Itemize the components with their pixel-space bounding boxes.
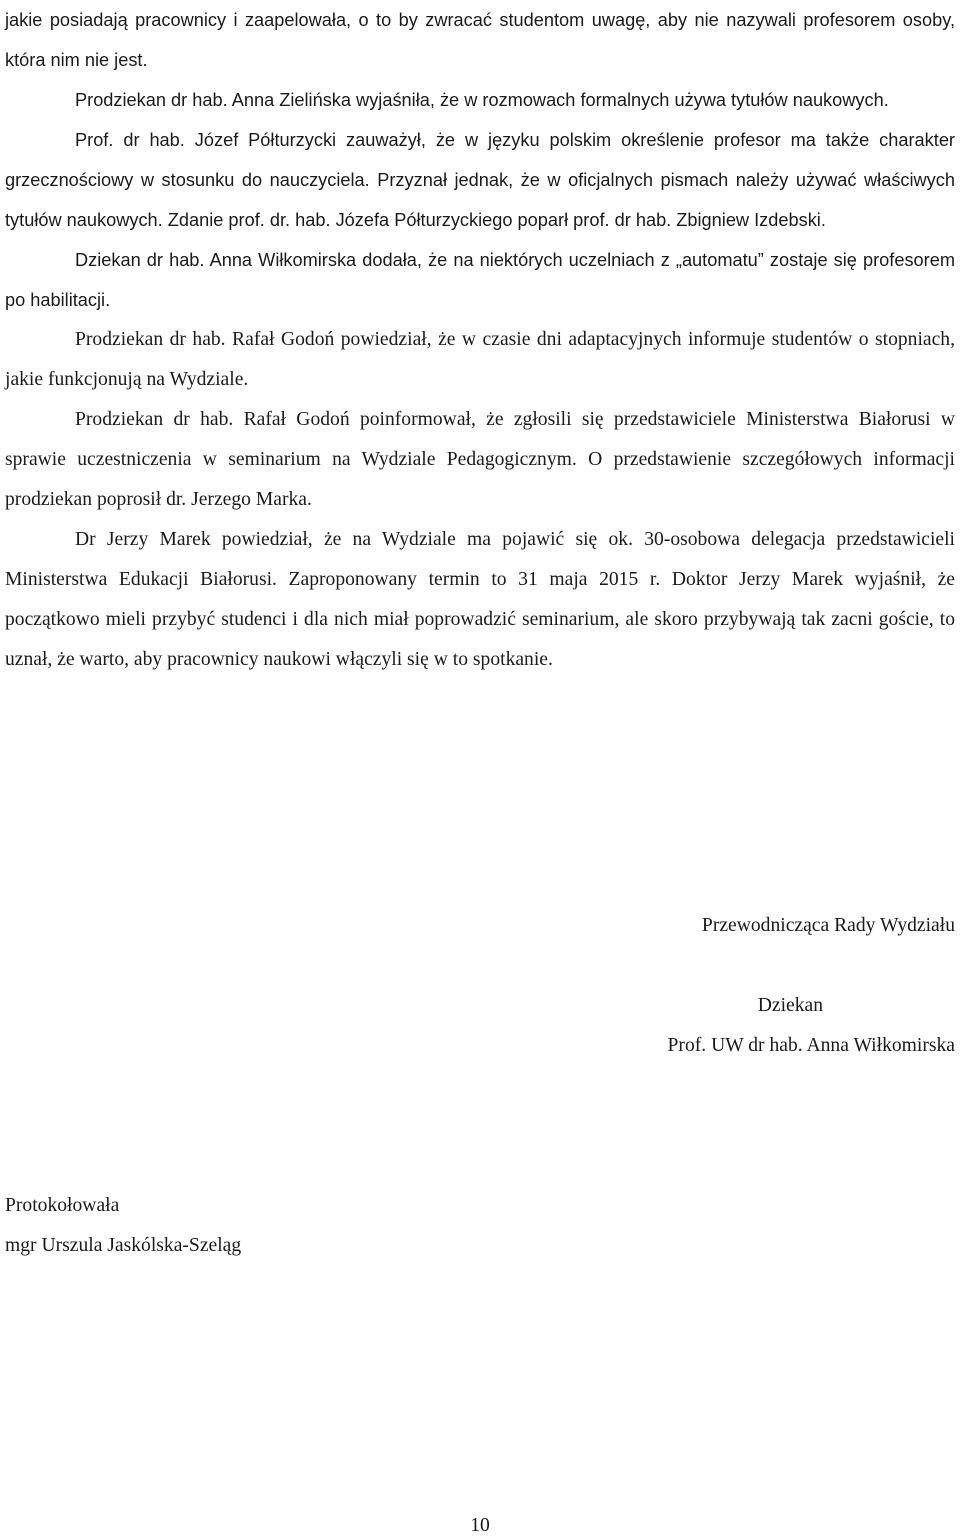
paragraph-3 [5, 120, 955, 240]
paragraph-4 [5, 240, 955, 320]
recorder-name: mgr Urszula Jaskólska-Szeląg [5, 1235, 242, 1256]
paragraph-6-text: Prodziekan dr hab. Rafał Godoń poinformował, że zgłosili się przedstawiciele Ministerstwa Białorusi w sprawie uczestniczenia w seminarium na Wydziale Pedagogicznym. O przedstawienie szczegółowych informacji prodziekan poprosił dr. Jerzego Marka. [5, 409, 955, 510]
chair-title: Przewodnicząca Rady Wydziału [701, 915, 955, 936]
paragraph-4-text: Dziekan dr hab. Anna Wiłkomirska dodała, że na niektórych uczelniach z „automatu” zostaje się profesorem po habilitacji. [5, 250, 955, 310]
paragraph-1-text: jakie posiadają pracownicy i zaapelowała, o to by zwracać studentom uwagę, aby nie nazywali profesorem osoby, która nim nie jest. [5, 10, 955, 70]
dean-name: Prof. UW dr hab. Anna Wiłkomirska [667, 1035, 955, 1056]
paragraph-3-text: Prof. dr hab. Józef Półturzycki zauważył, że w języku polskim określenie profesor ma także charakter grzecznościowy w stosunku do nauczyciela. Przyznał jednak, że w oficjalnych pismach należy używać właściwych tytułów naukowych. Zdanie prof. dr. hab. Józefa Półturzyckiego poparł prof. dr hab. Zbigniew Izdebski. [5, 130, 955, 230]
recorder-label: Protokołowała [5, 1195, 120, 1216]
paragraph-1 [5, 0, 955, 80]
paragraph-2 [5, 80, 955, 120]
paragraph-7-text: Dr Jerzy Marek powiedział, że na Wydziale ma pojawić się ok. 30-osobowa delegacja przedstawicieli Ministerstwa Edukacji Białorusi. Zaproponowany termin to 31 maja 2015 r. Doktor Jerzy Marek wyjaśnił, że początkowo mieli przybyć studenci i dla nich miał poprowadzić seminarium, ale skoro przybywają tak zacni goście, to uznał, że warto, aby pracownicy naukowi włączyli się w to spotkanie. [5, 529, 955, 670]
minutes-body [5, 0, 955, 680]
paragraph-5 [5, 320, 955, 400]
paragraph-7 [5, 520, 955, 680]
dean-title: Dziekan [757, 995, 823, 1016]
paragraph-6 [5, 400, 955, 520]
page-number: 10 [470, 1515, 490, 1536]
paragraph-5-text: Prodziekan dr hab. Rafał Godoń powiedział, że w czasie dni adaptacyjnych informuje studentów o stopniach, jakie funkcjonują na Wydziale. [5, 329, 955, 390]
paragraph-2-text: Prodziekan dr hab. Anna Zielińska wyjaśniła, że w rozmowach formalnych używa tytułów naukowych. [75, 90, 889, 110]
